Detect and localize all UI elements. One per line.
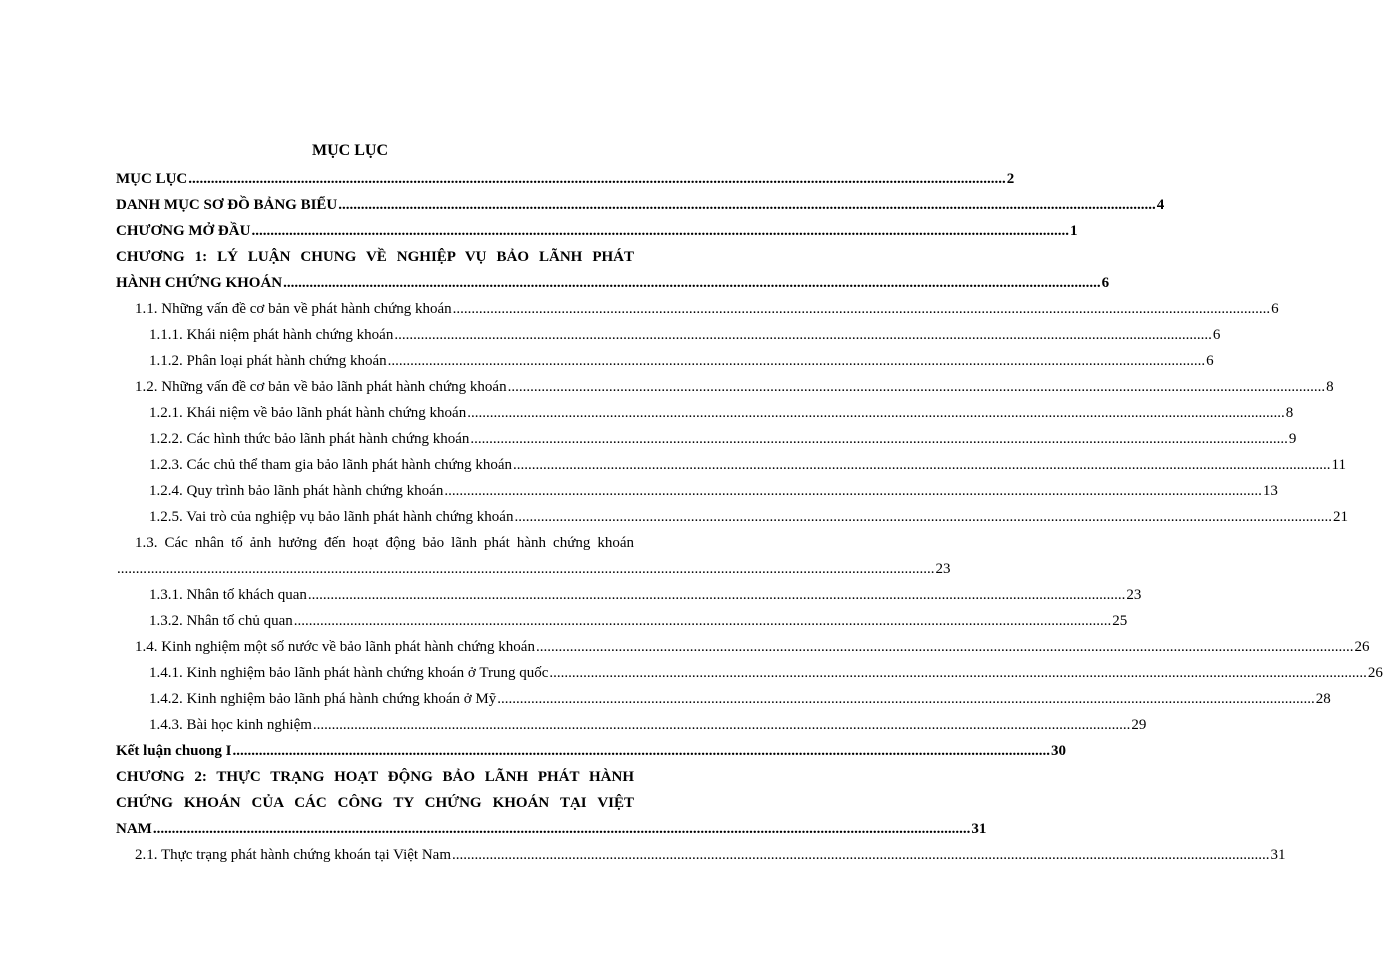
toc-label: 2.1. Thực trạng phát hành chứng khoán tại Việt Nam (135, 847, 451, 863)
toc-entry[interactable] (116, 582, 1142, 608)
toc-label: MỤC LỤC (116, 171, 188, 187)
toc-leader (188, 166, 1006, 192)
toc-page-number: 31 (971, 821, 987, 837)
toc-page-number: 29 (1131, 717, 1147, 733)
toc-leader (338, 192, 1156, 218)
toc-label: 1.4.1. Kinh nghiệm bảo lãnh phát hành chứng khoán ở Trung quốc (149, 665, 549, 681)
toc-entry[interactable] (116, 712, 1147, 738)
toc-leader (117, 556, 935, 582)
toc-entry[interactable] (116, 426, 1297, 452)
toc-chapter-2-line2[interactable]: CHỨNG KHOÁN CỦA CÁC CÔNG TY CHỨNG KHOÁN TẠI VIỆT (116, 795, 634, 811)
toc-label: 1.2. Những vấn đề cơ bản về bảo lãnh phát hành chứng khoán (135, 379, 507, 395)
toc-label: NAM (116, 821, 152, 837)
toc-leader (283, 270, 1101, 296)
toc-entry[interactable] (116, 400, 1294, 426)
toc-page-number: 26 (1354, 639, 1370, 655)
toc-entry[interactable] (116, 842, 1286, 868)
toc-chapter-1-line1[interactable]: CHƯƠNG 1: LÝ LUẬN CHUNG VỀ NGHIỆP VỤ BẢO LÃNH PHÁT (116, 249, 634, 265)
toc-entry[interactable] (116, 322, 1221, 348)
page-title: MỤC LỤC (312, 142, 388, 159)
toc-leader (388, 348, 1206, 374)
toc-leader (508, 374, 1326, 400)
toc-label: 1.3.1. Nhân tố khách quan (149, 587, 307, 603)
toc-leader (470, 426, 1288, 452)
toc-page-number: 9 (1288, 431, 1297, 447)
toc-leader (294, 608, 1112, 634)
toc-label: DANH MỤC SƠ ĐỒ BẢNG BIỂU (116, 197, 338, 213)
toc-label: CHƯƠNG MỞ ĐẦU (116, 223, 251, 239)
toc-entry[interactable] (116, 270, 1110, 296)
toc-page-number: 30 (1050, 743, 1066, 759)
toc-entry[interactable] (116, 166, 1015, 192)
table-of-contents (116, 166, 1383, 868)
toc-label: 1.4. Kinh nghiệm một số nước về bảo lãnh phát hành chứng khoán (135, 639, 535, 655)
toc-page-number: 6 (1206, 353, 1214, 369)
toc-page-number: 26 (1367, 665, 1383, 681)
toc-label: HÀNH CHỨNG KHOÁN (116, 275, 283, 291)
toc-leader (452, 842, 1270, 868)
toc-page-number: 6 (1101, 275, 1110, 291)
toc-entry[interactable] (116, 816, 987, 842)
toc-page-number: 23 (1126, 587, 1142, 603)
toc-section-1-3-line1[interactable]: 1.3. Các nhân tố ảnh hưởng đến hoạt động bảo lãnh phát hành chứng khoán (135, 535, 634, 551)
toc-page-number: 2 (1006, 171, 1015, 187)
toc-page-number: 23 (935, 561, 951, 577)
toc-chapter-2-line1[interactable]: CHƯƠNG 2: THỰC TRẠNG HOẠT ĐỘNG BẢO LÃNH PHÁT HÀNH (116, 769, 634, 785)
toc-page-number: 13 (1262, 483, 1278, 499)
toc-label: 1.2.3. Các chủ thể tham gia bảo lãnh phát hành chứng khoán (149, 457, 513, 473)
toc-entry[interactable] (116, 452, 1346, 478)
toc-leader (308, 582, 1126, 608)
toc-leader (444, 478, 1262, 504)
toc-page-number: 21 (1332, 509, 1348, 525)
toc-leader (251, 218, 1069, 244)
toc-label: 1.2.2. Các hình thức bảo lãnh phát hành chứng khoán (149, 431, 470, 447)
toc-entry[interactable] (116, 478, 1278, 504)
toc-page-number: 6 (1212, 327, 1221, 343)
toc-leader (513, 452, 1331, 478)
toc-label: 1.3.2. Nhân tố chủ quan (149, 613, 293, 629)
toc-page-number: 11 (1331, 457, 1346, 473)
toc-leader (497, 686, 1315, 712)
toc-leader (394, 322, 1212, 348)
toc-label: 1.1.2. Phân loại phát hành chứng khoán (149, 353, 387, 369)
toc-label: 1.2.1. Khái niệm về bảo lãnh phát hành chứng khoán (149, 405, 467, 421)
toc-leader (232, 738, 1050, 764)
toc-entry[interactable] (116, 374, 1334, 400)
toc-label: 1.2.4. Quy trình bảo lãnh phát hành chứng khoán (149, 483, 444, 499)
toc-label: 1.2.5. Vai trò của nghiệp vụ bảo lãnh phát hành chứng khoán (149, 509, 514, 525)
toc-label: 1.4.2. Kinh nghiệm bảo lãnh phá hành chứng khoán ở Mỹ (149, 691, 497, 707)
toc-leader (514, 504, 1332, 530)
toc-page-number: 25 (1112, 613, 1128, 629)
toc-entry[interactable] (116, 192, 1165, 218)
toc-entry[interactable] (116, 556, 951, 582)
toc-page-number: 6 (1271, 301, 1279, 317)
toc-page-number: 8 (1326, 379, 1334, 395)
toc-entry[interactable] (116, 660, 1383, 686)
toc-page-number: 31 (1270, 847, 1286, 863)
toc-entry[interactable] (116, 218, 1078, 244)
toc-entry[interactable] (116, 634, 1370, 660)
toc-leader (453, 296, 1271, 322)
toc-page-number: 1 (1069, 223, 1078, 239)
toc-entry[interactable] (116, 608, 1128, 634)
toc-leader (467, 400, 1285, 426)
toc-leader (549, 660, 1367, 686)
toc-entry[interactable] (116, 348, 1214, 374)
toc-entry[interactable] (116, 686, 1331, 712)
toc-entry[interactable] (116, 738, 1066, 764)
toc-label: 1.1.1. Khái niệm phát hành chứng khoán (149, 327, 394, 343)
toc-entry[interactable] (116, 504, 1348, 530)
toc-entry[interactable] (116, 296, 1279, 322)
toc-label: 1.1. Những vấn đề cơ bản về phát hành chứng khoán (135, 301, 452, 317)
toc-label: 1.4.3. Bài học kinh nghiệm (149, 717, 312, 733)
toc-page-number: 8 (1285, 405, 1294, 421)
toc-leader (536, 634, 1354, 660)
toc-leader (313, 712, 1131, 738)
toc-page-number: 4 (1156, 197, 1165, 213)
toc-page-number: 28 (1315, 691, 1331, 707)
toc-leader (153, 816, 971, 842)
toc-label: Kết luận chuong I (116, 743, 232, 759)
